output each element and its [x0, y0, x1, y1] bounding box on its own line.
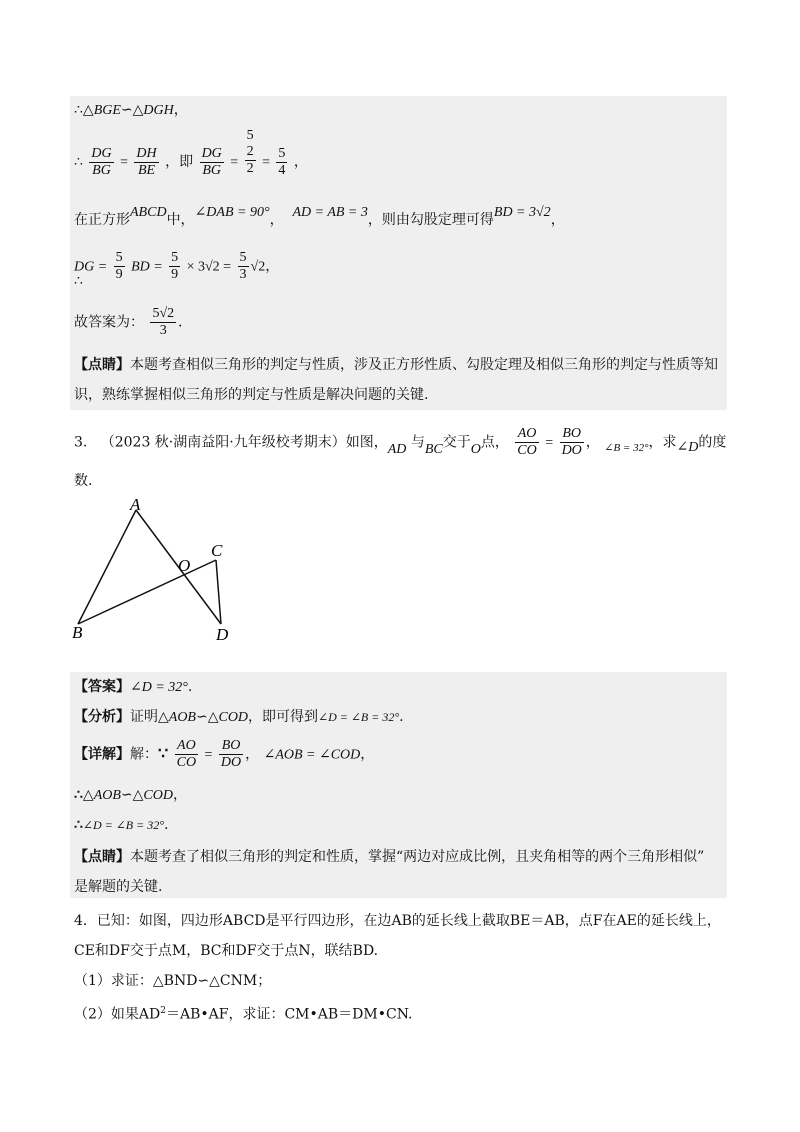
- text: 中，: [166, 212, 195, 228]
- text: 数.: [74, 473, 93, 489]
- answer-label: 故答案为：: [74, 314, 144, 331]
- question-4-line-1: [74, 912, 721, 930]
- comment-line-2: [74, 386, 428, 404]
- text: ，: [269, 212, 284, 228]
- comment-line-2: [74, 878, 162, 896]
- analysis-line: [74, 708, 404, 727]
- question-4-line-2: [74, 942, 378, 960]
- math: BD =: [131, 259, 163, 275]
- similar-line: [74, 101, 188, 120]
- text: 证明: [130, 709, 158, 725]
- text: ，则由勾股定理可得: [367, 212, 494, 228]
- text: ，: [585, 434, 600, 451]
- math: ∠B = 32°: [604, 441, 649, 454]
- question-3: 3. （2023 秋·湖南益阳·九年级校考期末）如图，AD 与BC交于O点， $\frac{AO}{CO}$ = $\frac{BO}{DO}$ ， $_{\angle B = 32^\circ}$，求∠D的度: [74, 426, 727, 458]
- square-line: [74, 205, 565, 230]
- comment-label: 【点睛】: [74, 357, 130, 373]
- fraction: $\frac{DG}{BG}$: [201, 145, 222, 178]
- math: DG =: [74, 259, 108, 275]
- segment-ab: [78, 510, 136, 624]
- text: ，: [360, 746, 375, 763]
- fraction: $\frac{5}{9}$: [171, 250, 179, 282]
- fraction: $\frac{5}{9}$: [115, 250, 123, 282]
- text: ∽△: [120, 102, 144, 118]
- text: ，: [173, 102, 188, 118]
- question-3-cont: [74, 472, 92, 490]
- math: △AOB∽△COD: [82, 788, 173, 803]
- text: .: [187, 679, 193, 695]
- detail-label: 【详解】: [74, 746, 130, 763]
- text: （2）如果AD: [74, 1006, 161, 1023]
- geometry-figure: [68, 496, 248, 646]
- ratio-line: ∴ $\frac{DG}{BG}$ = $\frac{DH}{BE}$ ，即 $\frac{DG}{BG}$ = 5 2 2 = $\frac{5}{4}$ ，: [74, 128, 308, 178]
- math: DGH: [143, 103, 174, 118]
- answer-label: 【答案】: [74, 679, 130, 695]
- math: ∠D = ∠B = 32°: [318, 710, 400, 724]
- math: △AOB∽△COD: [158, 710, 249, 725]
- nested-fraction: 5 2 2: [246, 128, 254, 176]
- text: ，: [265, 258, 280, 275]
- text: ＝AB•AF，求证：CM•AB＝DM•CN.: [165, 1006, 413, 1023]
- math: BC: [424, 441, 443, 457]
- fraction: $\frac{5√2}{3}$: [152, 306, 175, 338]
- math: ABCD: [130, 205, 167, 220]
- because-symbol: ∵: [158, 743, 169, 763]
- fraction: $\frac{DH}{BE}$: [136, 145, 157, 178]
- math: BGE: [93, 103, 121, 118]
- segment-cd: [216, 560, 221, 624]
- answer-line: [74, 306, 192, 339]
- fraction: $\frac{5}{4}$: [278, 145, 286, 178]
- math: ∠D = 32°: [130, 680, 188, 695]
- analysis-label: 【分析】: [74, 709, 130, 725]
- text: 点，: [480, 434, 509, 451]
- text: ，: [293, 154, 308, 170]
- text: ，: [245, 746, 260, 763]
- text: 是解题的关键.: [74, 879, 163, 895]
- text: 交于: [442, 434, 471, 451]
- text: 识，熟练掌握相似三角形的判定与性质是解决问题的关键.: [74, 387, 429, 403]
- detail-line: 【详解】解：∵ $\frac{AO}{CO}$ = $\frac{BO}{DO}$ ， ∠AOB = ∠COD，: [74, 738, 375, 770]
- comment-line-1: [74, 356, 718, 374]
- text: ，即: [165, 154, 194, 170]
- equals: =: [120, 155, 128, 170]
- text: （1）求证：△BND∽△CNM；: [74, 973, 272, 989]
- text: 解：: [130, 746, 158, 763]
- fraction: $\frac{BO}{DO}$: [220, 738, 242, 770]
- therefore-line-1: [74, 786, 187, 805]
- text: （2023 秋·湖南益阳·九年级校考期末）如图，: [100, 434, 388, 451]
- fraction: $\frac{BO}{DO}$: [561, 426, 582, 458]
- math: AD = AB = 3: [292, 205, 368, 220]
- math: ∠DAB = 90°: [194, 205, 270, 220]
- dg-line: [74, 250, 279, 283]
- math: O: [470, 441, 481, 457]
- text: 的度: [698, 434, 727, 451]
- label-o: O: [178, 556, 191, 575]
- label-a: A: [130, 496, 141, 514]
- math: ∠D = ∠B = 32°: [82, 818, 165, 832]
- fraction: $\frac{AO}{CO}$: [176, 738, 197, 770]
- text: ∴△: [74, 102, 94, 118]
- text: ，: [550, 212, 565, 228]
- math: BD = 3√2: [493, 205, 551, 220]
- text: ，即可得到: [248, 709, 319, 725]
- comment-line-1: [74, 848, 704, 866]
- therefore-symbol: ∴: [74, 817, 83, 833]
- math: ∠D: [676, 439, 699, 455]
- fraction: $\frac{AO}{CO}$: [517, 426, 537, 458]
- fraction: $\frac{DG}{BG}$: [91, 145, 112, 178]
- math: AD: [387, 441, 407, 457]
- text: 本题考查了相似三角形的判定和性质，掌握“两边对应成比例，且夹角相等的两个三角形相似”: [130, 849, 705, 865]
- question-4-part-2: [74, 1002, 413, 1024]
- math: ∠AOB = ∠COD: [263, 747, 361, 763]
- text: 本题考查相似三角形的判定与性质，涉及正方形性质、勾股定理及相似三角形的判定与性质等知: [130, 357, 718, 373]
- question-4-part-1: [74, 972, 271, 990]
- therefore-symbol: ∴: [74, 154, 83, 170]
- label-c: C: [211, 541, 223, 560]
- therefore-symbol: ∴: [74, 787, 83, 803]
- text: .: [399, 709, 404, 725]
- comment-label: 【点睛】: [74, 849, 130, 865]
- text: CE和DF交于点M，BC和DF交于点N，联结BD.: [74, 943, 379, 959]
- text: 在正方形: [74, 212, 130, 228]
- math: √2: [250, 259, 266, 275]
- text: 4．已知：如图，四边形ABCD是平行四边形，在边AB的延长线上截取BE＝AB，点F在AE的延长线上，: [74, 913, 721, 929]
- segment-bc: [78, 560, 216, 624]
- fraction: $\frac{5}{3}$: [239, 250, 247, 282]
- text: 与: [410, 434, 425, 451]
- label-d: D: [216, 625, 229, 644]
- text: .: [164, 817, 169, 833]
- text: ，: [172, 787, 187, 803]
- superscript: 2: [160, 1006, 166, 1016]
- text: ．: [178, 314, 193, 331]
- answer-line: [74, 678, 192, 697]
- question-number: 3.: [74, 434, 88, 451]
- label-b: B: [72, 623, 83, 642]
- math: × 3√2 =: [186, 259, 232, 275]
- therefore-line-2: [74, 816, 168, 834]
- text: ，求: [648, 434, 677, 451]
- therefore-mark: ∴: [74, 273, 83, 289]
